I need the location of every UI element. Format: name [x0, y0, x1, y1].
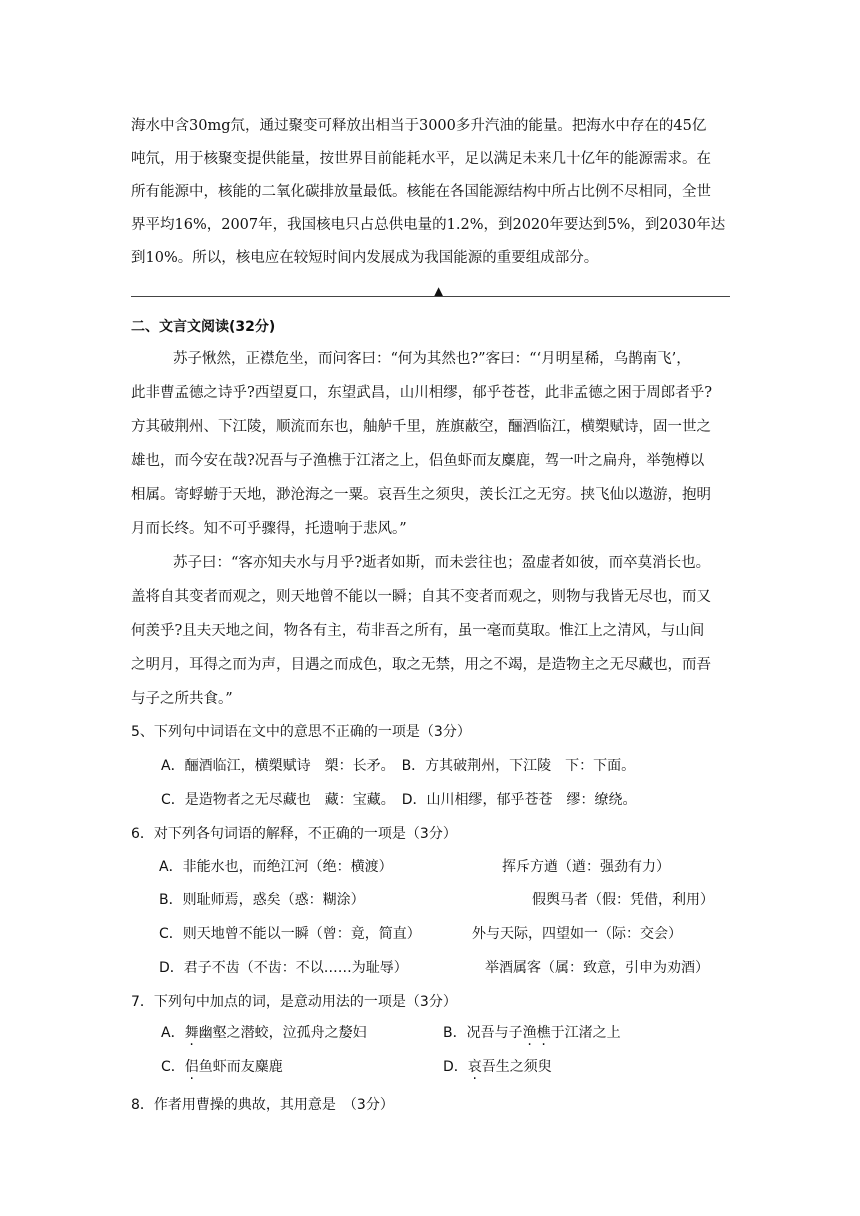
q5-options-row-2: C．是造物者之无尽藏也 藏：宝藏。 D．山川相缪，郁乎苍苍 缪：缭绕。: [161, 792, 637, 808]
q7-c-prefix: C．: [161, 1059, 185, 1075]
passage-line-4: 界平均16%，2007年，我国核电只占总供电量的1.2%，到2020年要达到5%，到2030年达: [131, 217, 726, 233]
passage-line-3: 所有能源中，核能的二氧化碳排放量最低。核能在各国能源结构中所占比例不尽相同，全世: [131, 184, 711, 200]
q6-option-c-pair: 外与天际，四望如一（际：交会）: [472, 926, 682, 942]
passage-line-2: 吨氘，用于核聚变提供能量，按世界目前能耗水平，足以满足未来几十亿年的能源需求。在: [131, 151, 711, 167]
q7-a-dotted-word: 舞: [184, 1025, 199, 1041]
q6-option-a-pair: 挥斥方遒（遒：强劲有力）: [502, 859, 670, 875]
q6-option-d: D．君子不齿（不齿：不以……为耻辱）: [159, 960, 408, 976]
q6-option-b-pair: 假舆马者（假：凭借，利用）: [532, 892, 714, 908]
q7-b-dotted-word-2: 樵: [536, 1025, 551, 1041]
passage-line-5: 到10%。所以，核电应在较短时间内发展成为我国能源的重要组成部分。: [131, 250, 599, 266]
classical-line-1: 苏子愀然，正襟危坐，而问客曰：“何为其然也?”客曰：“‘月明星稀，乌鹊南飞’，: [173, 351, 691, 367]
q7-option-b: [443, 1022, 621, 1042]
q6-option-d-pair: 举酒属客（属：致意，引申为劝酒）: [485, 960, 709, 976]
q7-a-rest: 幽壑之潜蛟，泣孤舟之嫠妇: [198, 1025, 367, 1041]
q7-d-prefix: D．: [443, 1059, 468, 1075]
q7-b-dotted-word-1: 渔: [522, 1025, 537, 1041]
q7-option-d: [443, 1056, 552, 1076]
q7-c-dotted-word: 侣: [184, 1059, 199, 1075]
q7-b-prefix: B．况吾与子: [443, 1025, 523, 1041]
q7-stem: 7．下列句中加点的词，是意动用法的一项是（3分）: [131, 994, 457, 1010]
q6-option-a: A．非能水也，而绝江河（绝：横渡）: [159, 859, 393, 875]
q6-option-c: C．则天地曾不能以一瞬（曾：竟，简直）: [159, 926, 421, 942]
q6-stem: 6．对下列各句词语的解释，不正确的一项是（3分）: [131, 826, 457, 842]
q7-b-rest: 于江渚之上: [550, 1025, 621, 1041]
q7-d-rest: 吾生之须臾: [481, 1059, 552, 1075]
classical-line-5: 相属。寄蜉蝣于天地，渺沧海之一粟。哀吾生之须臾，羡长江之无穷。挟飞仙以遨游，抱明: [131, 487, 711, 503]
q7-c-rest: 鱼虾而友麋鹿: [198, 1059, 283, 1075]
q7-d-dotted-word: 哀: [467, 1059, 482, 1075]
q5-options-row-1: A．酾酒临江，横槊赋诗 槊：长矛。 B．方其破荆州，下江陵 下：下面。: [161, 758, 636, 774]
classical-line-2: 此非曹孟德之诗乎?西望夏口，东望武昌，山川相缪，郁乎苍苍，此非孟德之困于周郎者乎?: [131, 385, 713, 401]
classical-line-9: 何羡乎?且夫天地之间，物各有主，苟非吾之所有，虽一毫而莫取。惟江上之清风，与山间: [131, 623, 705, 639]
classical-line-8: 盖将自其变者而观之，则天地曾不能以一瞬；自其不变者而观之，则物与我皆无尽也，而又: [131, 589, 711, 605]
q7-a-prefix: A．: [161, 1025, 185, 1041]
section-title: 二、文言文阅读(32分): [131, 319, 276, 335]
classical-line-10: 之明月，耳得之而为声，目遇之而成色，取之无禁，用之不竭，是造物主之无尽藏也，而吾: [131, 657, 711, 673]
divider-triangle-icon: ▲: [434, 284, 444, 298]
classical-line-6: 月而长终。知不可乎骤得，托遗响于悲风。”: [131, 521, 407, 537]
passage-line-1: 海水中含30mg氘，通过聚变可释放出相当于3000多升汽油的能量。把海水中存在的45亿: [131, 118, 707, 134]
q6-option-b: B．则耻师焉，惑矣（惑：糊涂）: [159, 892, 365, 908]
classical-line-7: 苏子曰：“客亦知夫水与月乎?逝者如斯，而未尝往也；盈虚者如彼，而卒莫消长也。: [173, 555, 711, 571]
q7-option-a: [161, 1022, 367, 1042]
classical-line-3: 方其破荆州、下江陵，顺流而东也，舳舻千里，旌旗蔽空，酾酒临江，横槊赋诗，固一世之: [131, 419, 711, 435]
q7-option-c: [161, 1056, 283, 1076]
divider-line: [131, 296, 730, 297]
q8-stem: 8．作者用曹操的典故，其用意是 （3分）: [131, 1097, 394, 1113]
q5-stem: 5、下列句中词语在文中的意思不正确的一项是（3分）: [131, 724, 471, 740]
classical-line-11: 与子之所共食。”: [131, 691, 233, 707]
classical-line-4: 雄也，而今安在哉?况吾与子渔樵于江渚之上，侣鱼虾而友麋鹿，驾一叶之扁舟，举匏樽以: [131, 453, 705, 469]
